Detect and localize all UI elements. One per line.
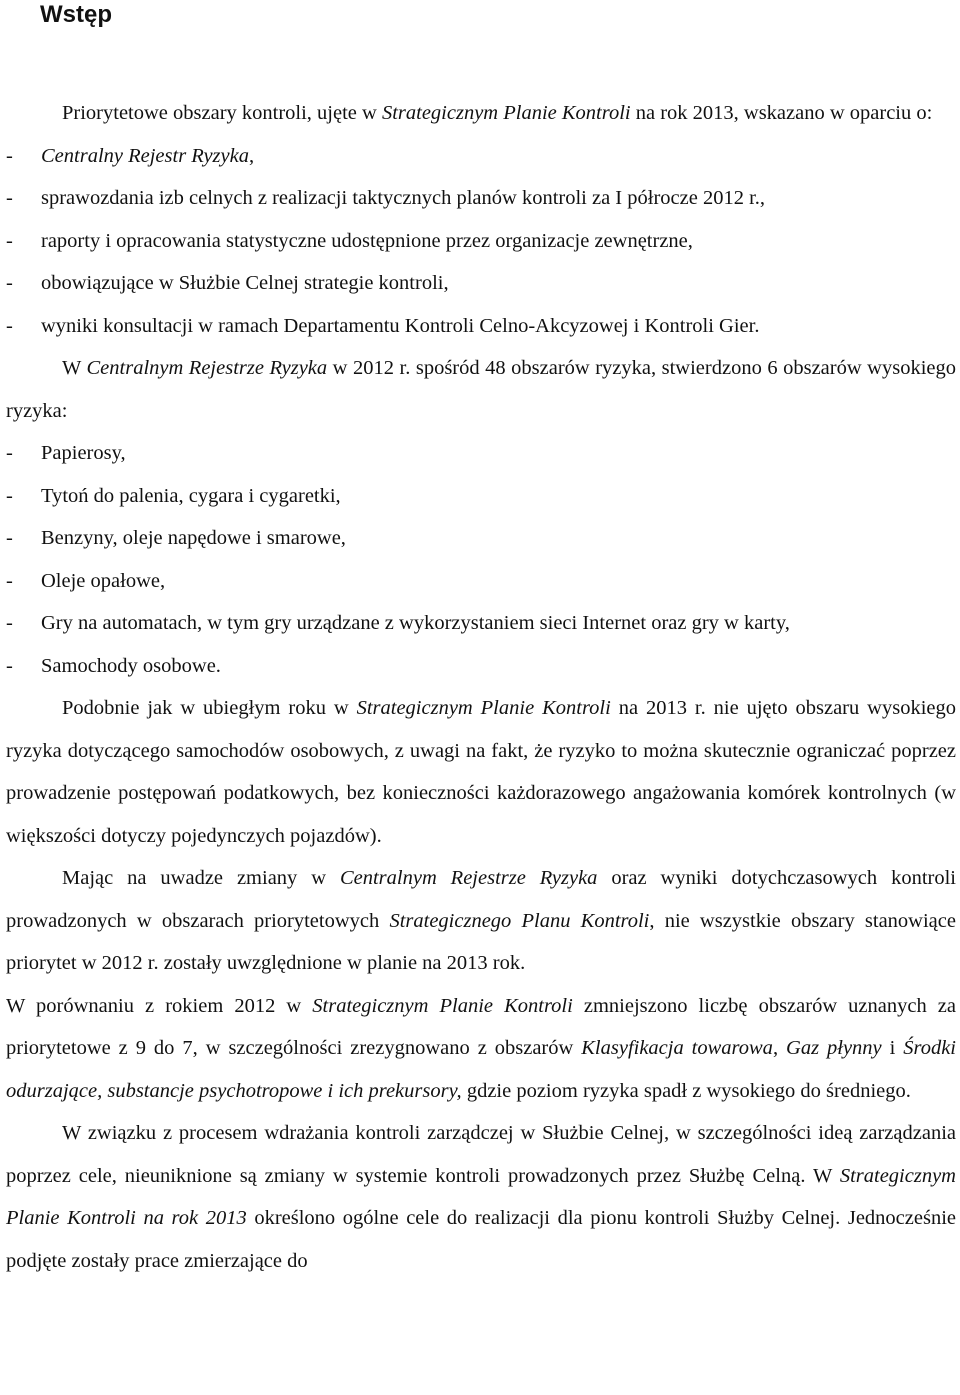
list-dash: - xyxy=(6,272,13,294)
list-item xyxy=(6,135,956,178)
list-text: raporty i opracowania statystyczne udostępnione przez organizacje zewnętrzne, xyxy=(41,229,693,252)
list-dash: - xyxy=(6,314,13,337)
list-item xyxy=(6,432,956,475)
list-item xyxy=(6,305,956,348)
document-body xyxy=(6,92,956,1282)
sources-list xyxy=(6,135,956,348)
italic-title: Centralnym Rejestrze Ryzyka xyxy=(339,867,598,889)
paragraph-text: na rok 2013, wskazano w oparciu o: xyxy=(630,102,933,124)
italic-title: Strategicznym Planie Kontroli xyxy=(356,697,611,719)
list-text: sprawozdania izb celnych z realizacji taktycznych planów kontroli za I półrocze 2012 r., xyxy=(41,187,766,209)
paragraph-text: określono ogólne cele do realizacji dla pionu kontroli Służby Celnej. Jednocześnie podjęte zostały prace zmierzające do xyxy=(6,1207,957,1272)
section-heading: Wstęp xyxy=(40,1,112,28)
paragraph-changes xyxy=(6,857,956,985)
paragraph-text: w 2012 r. spośród 48 obszarów ryzyka, stwierdzono 6 obszarów wysokiego ryzyka: xyxy=(6,357,956,422)
paragraph-text: W porównaniu z rokiem 2012 w xyxy=(6,994,313,1017)
paragraph-management-control xyxy=(6,1112,956,1282)
risk-areas-list xyxy=(6,432,956,687)
list-item xyxy=(6,560,956,603)
list-dash: - xyxy=(6,484,13,507)
list-text: Benzyny, oleje napędowe i smarowe, xyxy=(41,527,346,549)
italic-title: Gaz płynny xyxy=(786,1037,882,1059)
italic-title: Strategicznego Planu Kontroli xyxy=(389,909,650,932)
list-text: Samochody osobowe. xyxy=(41,654,221,677)
list-dash: - xyxy=(6,442,13,464)
paragraph-text: , nie wszystkie obszary stanowiące priorytet w 2012 r. zostały uwzględnione w planie na 2013 rok. xyxy=(6,909,956,974)
list-text: Gry na automatach, w tym gry urządzane z wykorzystaniem sieci Internet oraz gry w karty, xyxy=(41,612,790,634)
italic-title: Strategicznym Planie Kontroli na rok 2013 xyxy=(6,1164,956,1229)
list-text: obowiązujące w Służbie Celnej strategie kontroli, xyxy=(41,272,449,294)
paragraph-text: na 2013 r. nie ujęto obszaru wysokiego ryzyka dotyczącego samochodów osobowych, z uwagi na fakt, że ryzyko to można skutecznie ograniczać poprzez prowadzenie postępowań podatkowych, bez konieczności każdorazowego angażowania komórek kontrolnych (w większości dotyczy pojedynczych pojazdów). xyxy=(6,697,956,847)
italic-title: Klasyfikacja towarowa xyxy=(581,1037,773,1059)
list-item xyxy=(6,177,956,220)
paragraph-text: Mając na uwadze zmiany w xyxy=(62,867,340,889)
paragraph-text: Priorytetowe obszary kontroli, ujęte w xyxy=(62,102,382,124)
paragraph-comparison xyxy=(6,985,956,1113)
paragraph-text: Podobnie jak w ubiegłym roku w xyxy=(62,697,357,719)
list-item xyxy=(6,517,956,560)
list-dash: - xyxy=(6,187,13,209)
list-text: , xyxy=(248,144,255,167)
list-text: Tytoń do palenia, cygara i cygaretki, xyxy=(41,484,341,507)
list-item xyxy=(6,475,956,518)
list-dash: - xyxy=(6,144,13,167)
paragraph-text: gdzie poziom ryzyka spadł z wysokiego do średniego. xyxy=(461,1079,911,1102)
italic-title: Strategicznym Planie Kontroli xyxy=(381,102,631,124)
italic-title: Środki odurzające, substancje psychotropowe i ich prekursory, xyxy=(6,1037,956,1102)
list-item xyxy=(6,645,956,688)
paragraph-text: , xyxy=(772,1037,787,1059)
paragraph-text: W xyxy=(62,357,87,379)
paragraph-text: oraz wyniki dotychczasowych kontroli prowadzonych w obszarach priorytetowych xyxy=(6,867,956,932)
list-dash: - xyxy=(6,612,13,634)
paragraph-vehicles xyxy=(6,687,956,857)
italic-title: Centralnym Rejestrze Ryzyka xyxy=(86,357,328,379)
paragraph-text: i xyxy=(881,1037,904,1059)
paragraph-risk-areas xyxy=(6,347,956,432)
paragraph-text: W związku z procesem wdrażania kontroli zarządczej w Służbie Celnej, w szczególności ideą zarządzania poprzez cele, nieuniknione są zmiany w systemie kontroli prowadzonych przez Służbę Celną. W xyxy=(6,1122,956,1187)
list-dash: - xyxy=(6,527,13,549)
list-dash: - xyxy=(6,229,13,252)
list-item xyxy=(6,262,956,305)
list-text: wyniki konsultacji w ramach Departamentu Kontroli Celno-Akcyzowej i Kontroli Gier. xyxy=(41,314,760,337)
list-dash: - xyxy=(6,569,13,592)
list-text: Oleje opałowe, xyxy=(41,569,166,592)
paragraph-intro xyxy=(6,92,956,135)
list-item xyxy=(6,602,956,645)
italic-title: Centralny Rejestr Ryzyka xyxy=(41,144,249,167)
paragraph-text: zmniejszono liczbę obszarów uznanych za priorytetowe z 9 do 7, w szczególności zrezygnowano z obszarów xyxy=(6,994,956,1059)
list-item xyxy=(6,220,956,263)
italic-title: Strategicznym Planie Kontroli xyxy=(312,994,573,1017)
list-text: Papierosy, xyxy=(41,442,126,464)
list-dash: - xyxy=(6,654,13,677)
